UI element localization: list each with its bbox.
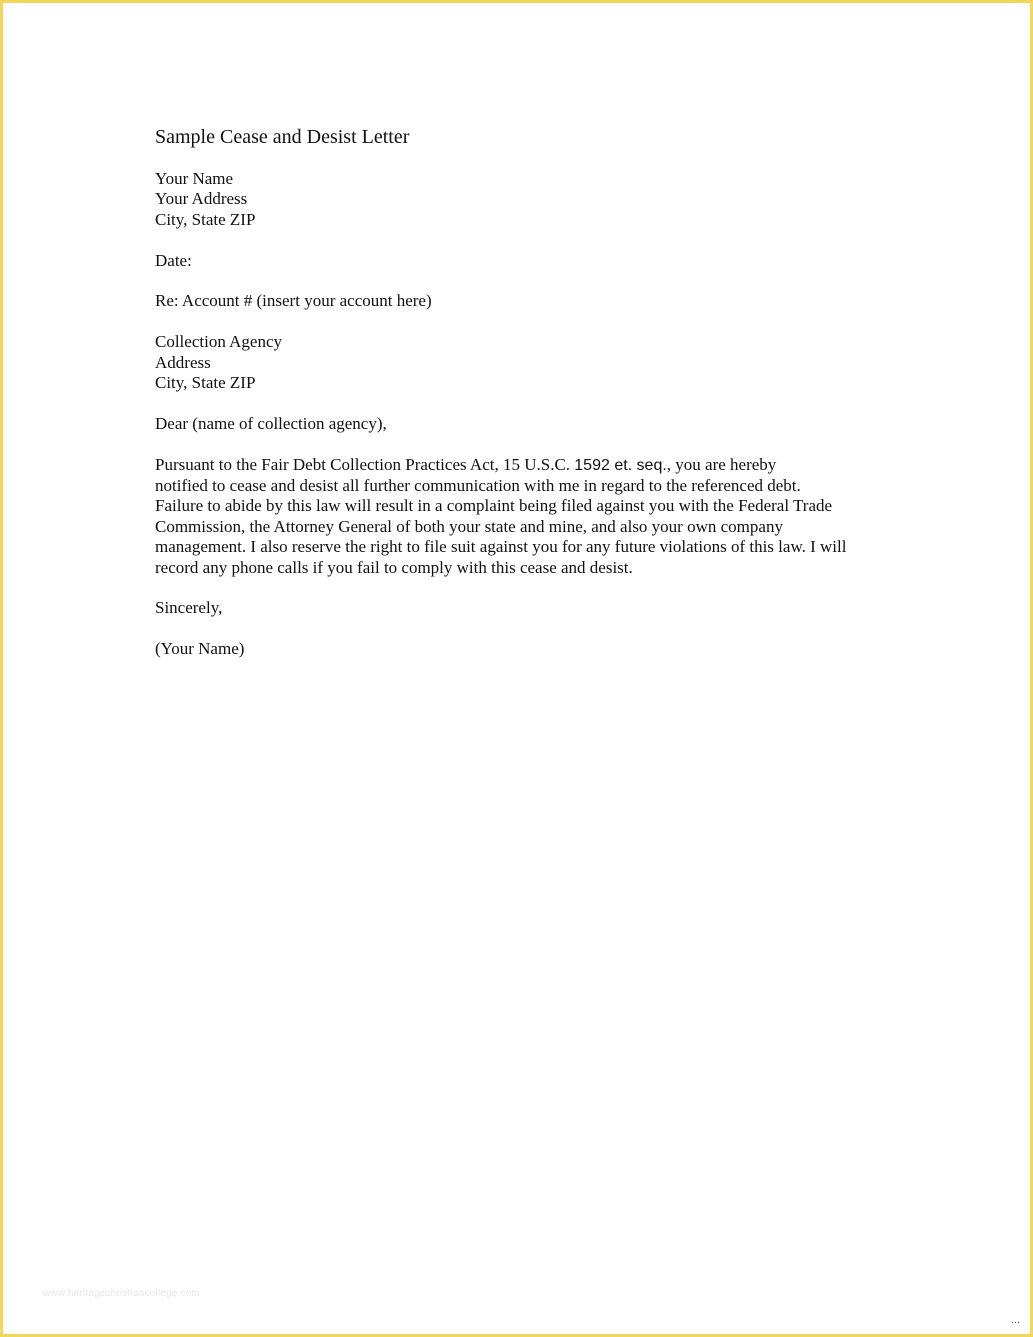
- re-text: Re: Account # (insert your account here): [155, 291, 432, 311]
- body-line-1-start: Pursuant to the Fair Debt Collection Practices Act, 15 U.S.C.: [155, 454, 575, 474]
- date-label: Date:: [155, 250, 192, 270]
- salutation-text: Dear (name of collection agency),: [155, 413, 387, 433]
- sender-name: Your Name: [155, 169, 234, 188]
- sender-street: Your Address: [155, 189, 248, 209]
- body-line-5: management. I also reserve the right to file suit against you for any future violations of this law. I will: [155, 537, 847, 557]
- recipient-address: [155, 332, 895, 393]
- closing-text: Sincerely,: [155, 598, 223, 618]
- letter-body: [155, 125, 895, 680]
- body-line-1: [155, 455, 895, 476]
- signature-text: (Your Name): [155, 639, 245, 659]
- recipient-city: City, State ZIP: [155, 373, 256, 393]
- body-line-2: notified to cease and desist all further communication with me in regard to the referenced debt.: [155, 476, 801, 496]
- date-line: [155, 251, 895, 271]
- salutation: [155, 414, 895, 434]
- recipient-name: Collection Agency: [155, 332, 283, 352]
- watermark: www.heritagechristiancollege.com: [43, 1288, 201, 1299]
- letter-title: Sample Cease and Desist Letter: [155, 126, 410, 148]
- recipient-street: Address: [155, 352, 211, 372]
- body-line-1-end: , you are hereby: [666, 454, 777, 474]
- sender-address: [155, 169, 895, 230]
- corner-mark: ...: [1010, 1314, 1020, 1326]
- closing: [155, 598, 895, 618]
- body-line-4: Commission, the Attorney General of both your state and mine, and also your own company: [155, 516, 783, 536]
- signature: [155, 639, 895, 659]
- statute-reference: 1592 et. seq.: [574, 456, 667, 474]
- body-line-3: Failure to abide by this law will result in a complaint being filed against you with the Federal Trade: [155, 496, 833, 516]
- body-line-6: record any phone calls if you fail to comply with this cease and desist.: [155, 557, 633, 577]
- re-line: [155, 291, 895, 311]
- body-paragraph: [155, 455, 895, 578]
- sender-city: City, State ZIP: [155, 209, 256, 229]
